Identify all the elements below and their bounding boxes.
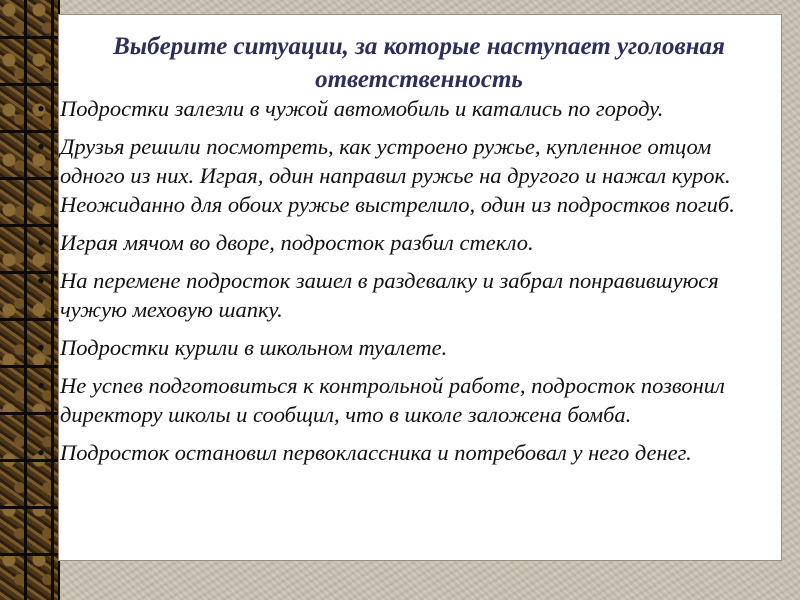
list-item: [30, 228, 770, 257]
list-item: [30, 333, 770, 362]
bullet-icon: •: [37, 268, 45, 293]
bullet-icon: •: [37, 230, 45, 255]
list-item: [30, 266, 770, 324]
list-item-text: Подростки залезли в чужой автомобиль и катались по городу.: [60, 96, 664, 121]
bullet-icon: •: [37, 96, 45, 121]
list-item-text: Подросток остановил первоклассника и потребовал у него денег.: [60, 440, 692, 465]
list-item-text: На перемене подросток зашел в раздевалку и забрал понравившуюся чужую меховую шапку.: [60, 268, 719, 322]
situation-list: [30, 94, 770, 476]
bullet-icon: •: [37, 373, 45, 398]
list-item-text: Не успев подготовиться к контрольной работе, подросток позвонил директору школы и сообщил, что в школе заложена бомба.: [60, 373, 725, 427]
list-item-text: Подростки курили в школьном туалете.: [60, 335, 448, 360]
list-item: [30, 371, 770, 429]
bullet-icon: •: [37, 335, 45, 360]
slide-title: Выберите ситуации, за которые наступает уголовная ответственность: [113, 33, 725, 93]
list-item-text: Друзья решили посмотреть, как устроено ружье, купленное отцом одного из них. Играя, один направил ружье на другого и нажал курок. Неожиданно для обоих ружье выстрелило, один из подростков погиб.: [60, 134, 735, 217]
list-item-text: Играя мячом во дворе, подросток разбил стекло.: [60, 230, 534, 255]
bullet-icon: •: [37, 134, 45, 159]
list-item: [30, 132, 770, 219]
list-item: [30, 438, 770, 467]
list-item: [30, 94, 770, 123]
bullet-icon: •: [37, 440, 45, 465]
